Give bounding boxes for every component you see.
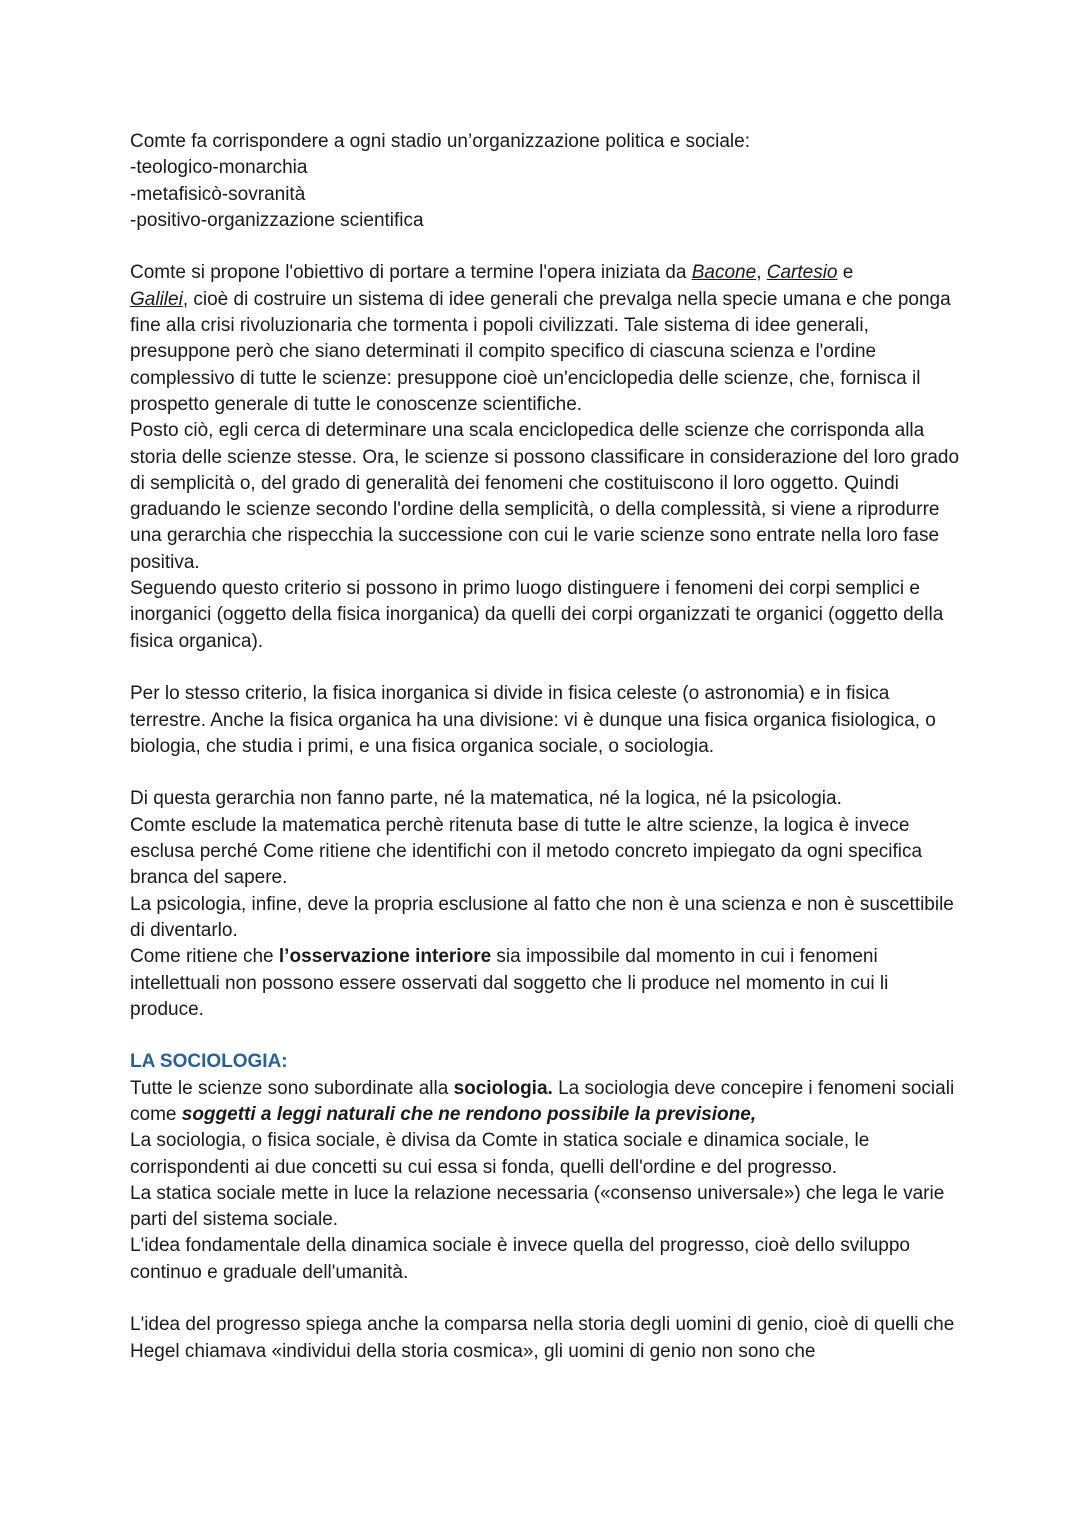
paragraph-criterio: Seguendo questo criterio si possono in primo luogo distinguere i fenomeni dei corpi semplici e inorganici (oggetto della fisica inorganica) da quelli dei corpi organizzati te organici (oggetto della fisica organica). [130, 578, 944, 652]
paragraph-osservazione: Come ritiene che l’osservazione interiore sia impossibile dal momento in cui i fenomeni intellettuali non possono essere osservati dal soggetto che li produce nel momento in cui li produce. [130, 946, 889, 1020]
paragraph-statica: La statica sociale mette in luce la relazione necessaria («consenso universale») che lega le varie parti del sistema sociale. [130, 1182, 945, 1231]
paragraph-psicologia: La psicologia, infine, deve la propria esclusione al fatto che non è una scienza e non è suscettibile di diventarlo. [130, 893, 954, 941]
stage-item: -positivo-organizzazione scientifica [130, 209, 424, 231]
paragraph-gerarchia: Di questa gerarchia non fanno parte, né la matematica, né la logica, né la psicologia. [130, 788, 842, 810]
paragraph-fisica: Per lo stesso criterio, la fisica inorganica si divide in fisica celeste (o astronomia) e in fisica terrestre. Anche la fisica organica ha una divisione: vi è dunque una fisica organica fisiologica, o biologia, che studia i primi, e una fisica organica sociale, o sociologia. [130, 683, 936, 757]
paragraph-dinamica: L'idea fondamentale della dinamica sociale è invece quella del progresso, cioè dello sviluppo continuo e graduale dell'umanità. [130, 1235, 910, 1283]
paragraph-matematica: Comte esclude la matematica perchè ritenuta base di tutte le altre scienze, la logica è invece esclusa perché Come ritiene che identifichi con il metodo concreto impiegato da ogni specifica branca del sapere. [130, 814, 923, 889]
stage-item: -teologico-monarchia [130, 157, 308, 179]
paragraph-opera: Comte si propone l'obiettivo di portare a termine l'opera iniziata da Bacone, Cartesio e Galilei, cioè di costruire un sistema di idee generali che prevalga nella specie umana e che ponga fine alla crisi rivoluzionaria che tormenta i popoli civilizzati. Tale sistema di idee generali, presuppone però che siano determinati il compito specifico di ciascuna scienza e l'ordine complessivo di tutte le scienze: presuppone cioè un'enciclopedia delle scienze, che, fornisca il prospetto generale di tutte le conoscenze scientifiche. [130, 262, 951, 415]
link-cartesio[interactable]: Cartesio [766, 262, 838, 284]
paragraph-fisica-sociale: La sociologia, o fisica sociale, è divisa da Comte in statica sociale e dinamica sociale, le corrispondenti ai due concetti su cui essa si fonda, quelli dell'ordine e del progresso. [130, 1130, 870, 1178]
stage-item: -metafisicò-sovranità [130, 183, 306, 205]
section-heading-sociologia: LA SOCIOLOGIA: [130, 1051, 288, 1073]
stages-intro: Comte fa corrispondere a ogni stadio un’organizzazione politica e sociale: [130, 131, 750, 152]
paragraph-scala: Posto ciò, egli cerca di determinare una scala enciclopedica delle scienze che corrisponda alla storia delle scienze stesse. Ora, le scienze si possono classificare in considerazione del loro grado di semplicità o, del grado di generalità dei fenomeni che costituiscono il loro oggetto. Quindi graduando le scienze secondo l'ordine della semplicità, o della complessità, si viene a riprodurre una gerarchia che rispecchia la successione con cui le varie scienze sono entrate nella loro fase positiva. [130, 420, 960, 573]
link-galilei[interactable]: Galilei [130, 288, 183, 310]
paragraph-genio: L'idea del progresso spiega anche la comparsa nella storia degli uomini di genio, cioè di quelli che Hegel chiamava «individui della storia cosmica», gli uomini di genio non sono che [130, 1314, 955, 1362]
link-bacone[interactable]: Bacone [691, 262, 757, 284]
paragraph-subordinate: Tutte le scienze sono subordinate alla sociologia. La sociologia deve concepire i fenomeni sociali come soggetti a leggi naturali che ne rendono possibile la previsione, [130, 1077, 955, 1125]
